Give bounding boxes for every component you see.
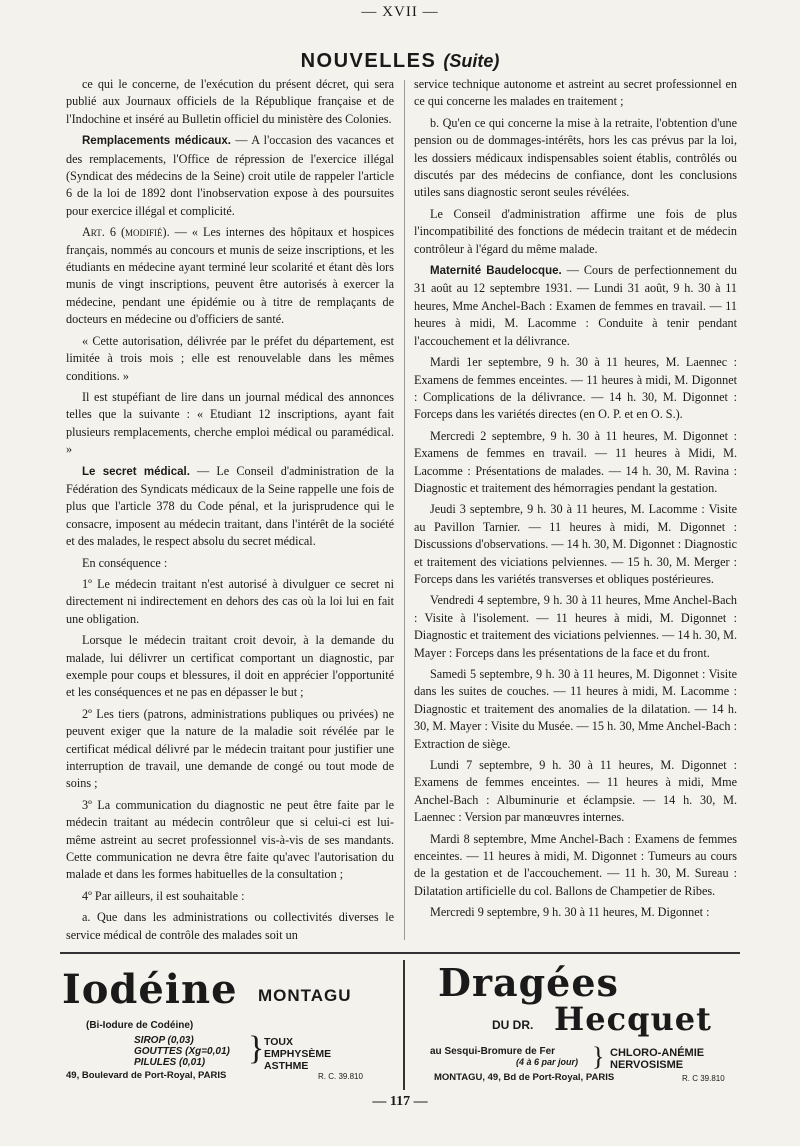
paragraph-text: En conséquence :	[82, 555, 168, 570]
paragraph	[414, 354, 737, 424]
ad-hecquet-indication: CHLORO-ANÉMIE	[610, 1047, 705, 1059]
paragraph-text: « Cette autorisation, délivrée par le préfet du département, est limitée à trois mois ; elle est renouvelable dans les mêmes conditions. »	[66, 333, 394, 383]
column-divider	[404, 80, 405, 940]
paragraph-text: Lorsque le médecin traitant croit devoir, à la demande du malade, lui délivrer un certificat comportant un diagnostic, par exemple pour coups et blessures, il doit en apprécier l'opportunité et les conséquences et ne pas en dépasser le but ;	[66, 633, 394, 700]
paragraph	[414, 592, 737, 662]
paragraph	[414, 262, 737, 350]
right-column	[414, 76, 737, 946]
paragraph	[66, 224, 394, 328]
ad-hecquet-brand: Dragées	[438, 960, 619, 1005]
ad-iodeine-indication: EMPHYSÈME	[264, 1048, 332, 1060]
paragraph	[66, 76, 394, 128]
paragraph-text: ce qui le concerne, de l'exécution du présent décret, qui sera publié aux Journaux officiels de la République française et de l'Indochine et inséré au Bulletin officiel du ministère des Colonies.	[66, 77, 394, 126]
left-column	[66, 76, 394, 946]
paragraph	[66, 555, 394, 572]
section-title: NOUVELLES	[300, 50, 437, 72]
paragraph	[66, 463, 394, 551]
paragraph	[414, 831, 737, 901]
ad-iodeine-form: SIROP (0,03)	[134, 1035, 194, 1046]
paragraph	[66, 576, 394, 628]
paragraph	[66, 706, 394, 793]
paragraph-text: service technique autonome et astreint au secret professionnel en ce qui concerne les malades en traitement ;	[414, 77, 737, 109]
paragraph-text: Mercredi 9 septembre, 9 h. 30 à 11 heures, M. Digonnet :	[430, 905, 710, 920]
paragraph-text: b. Qu'en ce qui concerne la mise à la retraite, l'obtention d'une pension ou de dommages-intérêts, hors les cas prévus par la loi, les dossiers médicaux indispensables soient établis, contrôlés ou discutés par des médecins de confiance, dont les conclusions utiles sans diagnostic seront seules révélées.	[414, 115, 737, 200]
advertisement-divider	[403, 960, 405, 1090]
ad-hecquet-indication: NERVOSISME	[610, 1059, 684, 1071]
paragraph-text: Lundi 7 septembre, 9 h. 30 à 11 heures, M. Digonnet : Examens de femmes enceintes. — 11 heures à midi, Mme Anchel-Bach : Albuminurie et éclampsie. — 14 h. 30, M. Laennec : Version par manœuvres internes.	[414, 758, 737, 825]
paragraph-text: Vendredi 4 septembre, 9 h. 30 à 11 heures, Mme Anchel-Bach : Visite à l'isolement. — 11 heures à midi, M. Digonnet : Diagnostic et traitement des viciations pelviennes. — 14 h. 30, M. Mayer : Forceps dans les présentations de la face et du front.	[414, 593, 737, 660]
paragraph-lead: Art. 6 (modifié).	[82, 225, 170, 240]
paragraph-text: Le Conseil d'administration affirme une fois de plus l'incompatibilité des fonctions de médecin traitant et de médecin contrôleur à l'égard du même malade.	[414, 206, 737, 256]
paragraph	[414, 206, 737, 258]
paragraph-text: 2º Les tiers (patrons, administrations publiques ou privées) ne peuvent exiger que la nature de la maladie soit révélée par le certificat médical délivré par le médecin traitant pour justifier une interruption de travail, une demande de congé ou tout mode de soins ;	[66, 706, 394, 791]
brace-icon: }	[592, 1042, 605, 1071]
paragraph	[414, 428, 737, 498]
ad-iodeine-subtitle: (Bi-Iodure de Codéine)	[86, 1020, 194, 1031]
paragraph-text: 3º La communication du diagnostic ne peut être faite par le médecin traitant au médecin contrôleur que si celui-ci est lui-même astreint au secret professionnel vis-à-vis de ses mandants. Cette communication ne devra être faite qu'avec l'autorisation du malade et dans les formes habituelles de la consultation ;	[66, 797, 394, 882]
paragraph	[414, 757, 737, 827]
paragraph-lead: Remplacements médicaux.	[82, 135, 231, 148]
ad-iodeine-forms	[134, 1035, 230, 1068]
paragraph	[66, 389, 394, 459]
paragraph	[66, 909, 394, 944]
paragraph-lead: Maternité Baudelocque.	[430, 265, 562, 278]
paragraph-text: Jeudi 3 septembre, 9 h. 30 à 11 heures, M. Lacomme : Visite au Pavillon Tarnier. — 11 heures à midi, M. Digonnet : Discussions d'observations. — 14 h. 30, M. Digonnet : Diagnostic et traitement des viciations pelviennes. — 15 h. 30, M. Merger : Forceps dans les variétés transverses et obliques postérieures.	[414, 502, 737, 586]
paragraph	[414, 115, 737, 202]
paragraph	[414, 501, 737, 588]
paragraph	[66, 132, 394, 220]
advertisement-hecquet	[414, 960, 739, 1090]
paragraph-text: 4º Par ailleurs, il est souhaitable :	[82, 888, 245, 903]
advertisement-iodeine	[62, 960, 397, 1090]
ad-iodeine-indication: TOUX	[264, 1036, 293, 1048]
paragraph	[66, 797, 394, 884]
paragraph	[414, 904, 737, 921]
paragraph	[66, 632, 394, 702]
paragraph-text: Mardi 1er septembre, 9 h. 30 à 11 heures, M. Laennec : Examens de femmes enceintes. — 11 heures à midi, M. Digonnet : Complications de la délivrance. — 14 h. 30, M. Digonnet : Forceps dans les variétés directes (en O. P. et en O. S.).	[414, 355, 737, 422]
brace-icon: }	[248, 1030, 265, 1067]
ad-hecquet-dose: (4 à 6 par jour)	[516, 1057, 579, 1067]
paragraph-text: — A l'occasion des vacances et des remplacements, l'Office de répression de l'exercice illégal (Syndicat des médecins de la Seine) croit utile de rappeler l'article 6 de la loi de 1892 dont l'inobservation expose à des poursuites pour exercice illégal et complicité.	[66, 133, 394, 218]
paragraph	[414, 666, 737, 753]
ad-hecquet-address: MONTAGU, 49, Bd de Port-Royal, PARIS	[434, 1072, 615, 1083]
paragraph-text: Il est stupéfiant de lire dans un journal médical des annonces telles que la suivante : « Etudiant 12 inscriptions, ayant fait plusieurs remplacements, cherche emploi médical ou paramédical. »	[66, 389, 394, 457]
paragraph-text: — « Les internes des hôpitaux et hospices français, nommés au concours et munis de seize inscriptions, et les étudiants en médecine ayant terminé leur scolarité et étant dès lors munis de vingt inscriptions, peuvent être autorisés à exercer la médecine, pendant une épidémie ou à titre de remplaçants de docteurs en médecine ou d'officiers de santé.	[66, 225, 394, 327]
paragraph-text: a. Que dans les administrations ou collectivités diverses le service médical de contrôle des malades soit un	[66, 910, 394, 942]
ad-iodeine-indication: ASTHME	[264, 1060, 309, 1072]
paragraph-text: Samedi 5 septembre, 9 h. 30 à 11 heures, M. Digonnet : Visite dans les suites de couches. — 11 heures à midi, M. Lacomme : Diagnostic et traitement des anomalies de la dilatation. — 14 h. 30, M. Mayer : Visite du Musée. — 15 h. 30, Mme Anchel-Bach : Extraction de siège.	[414, 667, 737, 751]
ad-hecquet-name: Hecquet	[554, 1000, 712, 1038]
paragraph-text: — Cours de perfectionnement du 31 août au 12 septembre 1931. — Lundi 31 août, 9 h. 30 à 11 heures, Mme Anchel-Bach : Examen de femmes en travail. — 11 heures à midi, M. Lacomme : Conduite à tenir pendant l'accouchement et la délivrance.	[414, 263, 737, 348]
paragraph-text: Mercredi 2 septembre, 9 h. 30 à 11 heures, M. Digonnet : Examens de femmes en travail. — 11 heures à Midi, M. Lacomme : Présentations de malades. — 14 h. 30, M. Ravina : Diagnostic et traitement des hémorragies pendant la gestation.	[414, 428, 737, 495]
ad-iodeine-rc: R. C. 39.810	[318, 1072, 363, 1081]
advertisement-rule	[60, 952, 740, 954]
page-number: — 117 —	[372, 1094, 428, 1109]
ad-hecquet-du: DU DR.	[492, 1018, 534, 1032]
paragraph-text: Mardi 8 septembre, Mme Anchel-Bach : Examens de femmes enceintes. — 11 heures à midi, M. Digonnet : Tumeurs au cours de la gestation et de l'accouchement. — 11 h. 30, M. Sureau : Dilatation artificielle du col. Ballons de Champetier de Ribes.	[414, 831, 737, 898]
section-title-suffix: (Suite)	[443, 51, 500, 71]
ad-iodeine-brand: Iodéine	[62, 966, 238, 1013]
ad-hecquet-form-text: au Sesqui-Bromure de Fer	[430, 1046, 556, 1057]
paragraph	[66, 888, 394, 905]
paragraph-lead: Le secret médical.	[82, 465, 190, 478]
page-roman-numeral: — XVII —	[361, 4, 439, 20]
ad-iodeine-indications	[264, 1036, 331, 1072]
ad-iodeine-form: PILULES (0,01)	[134, 1057, 206, 1068]
paragraph-text: — Le Conseil d'administration de la Fédération des Syndicats médicaux de la Seine rappelle une fois de plus que l'article 378 du Code pénal, et la jurisprudence qui le consacre, imposent au médecin traitant, dans l'intérêt de la société et des malades, le respect absolu du secret médical.	[66, 463, 394, 549]
paragraph-text: 1º Le médecin traitant n'est autorisé à divulguer ce secret ni directement ni indirectement en dehors des cas où la loi lui en fait une obligation.	[66, 576, 394, 626]
ad-iodeine-form: GOUTTES (Xg=0,01)	[134, 1046, 230, 1057]
paragraph	[414, 76, 737, 111]
paragraph	[66, 333, 394, 385]
ad-hecquet-rc: R. C 39.810	[682, 1074, 725, 1083]
ad-hecquet-indications	[610, 1047, 704, 1071]
ad-iodeine-address: 49, Boulevard de Port-Royal, PARIS	[66, 1070, 227, 1081]
section-heading	[0, 50, 800, 73]
ad-iodeine-maker: MONTAGU	[258, 986, 352, 1005]
ad-hecquet-form	[430, 1046, 578, 1068]
